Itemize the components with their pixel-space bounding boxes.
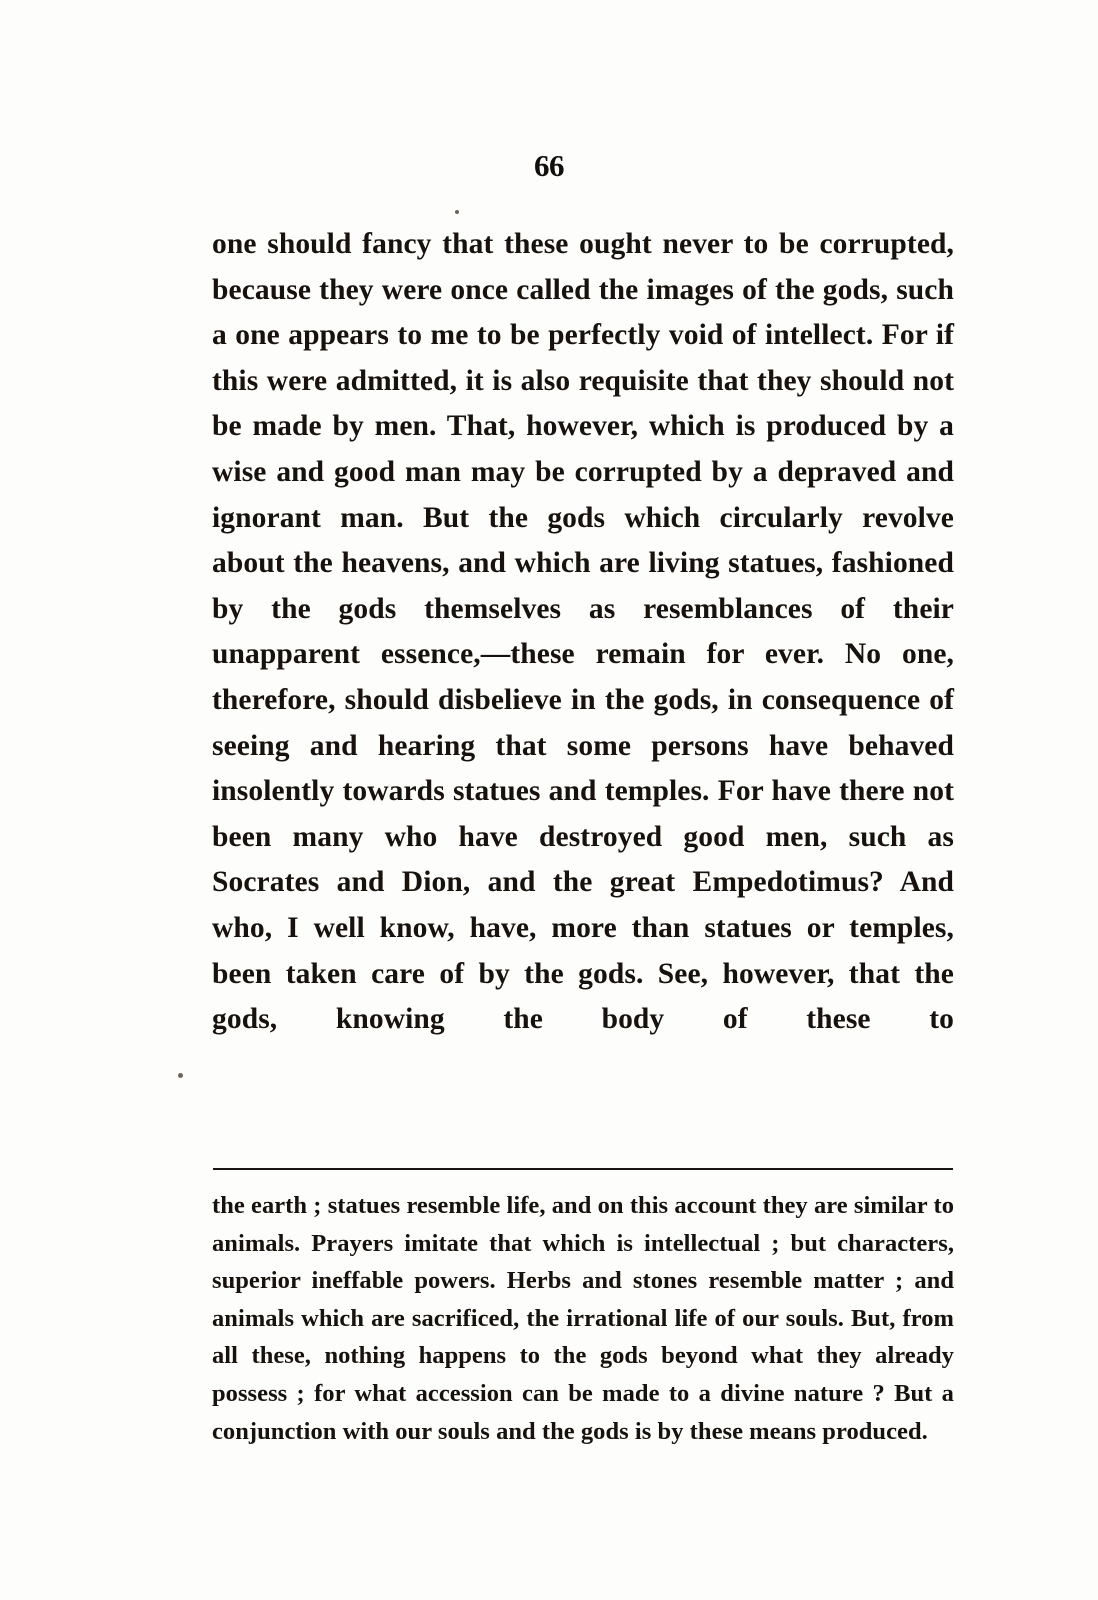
paper-speck-icon: [178, 1073, 183, 1078]
body-text-block: [212, 222, 954, 1043]
footnote-divider: [213, 1168, 953, 1170]
body-paragraph: one should fancy that these ought never to be corrupted, because they were once called the images of the gods, such a one appears to me to be perfectly void of intellect. For if this were admitted, it is also requisite that they should not be made by men. That, however, which is produced by a wise and good man may be corrupted by a depraved and ignorant man. But the gods which circularly revolve about the heavens, and which are living statues, fashioned by the gods themselves as resemblances of their unapparent essence,—these remain for ever. No one, therefore, should disbelieve in the gods, in consequence of seeing and hearing that some persons have behaved insolently towards statues and temples. For have there not been many who have destroyed good men, such as Socrates and Dion, and the great Empedotimus? And who, I well know, have, more than statues or temples, been taken care of by the gods. See, however, that the gods, knowing the body of these to: [212, 228, 954, 1036]
footnote-block: [212, 1187, 954, 1450]
footnote-paragraph: the earth ; statues resemble life, and on this account they are similar to animals. Prayers imitate that which is intellectual ; but characters, superior ineffable powers. Herbs and stones resemble matter ; and animals which are sacrificed, the irrational life of our souls. But, from all these, nothing happens to the gods beyond what they already possess ; for what accession can be made to a divine nature ? But a conjunction with our souls and the gods is by these means produced.: [212, 1192, 954, 1445]
page-number: 66: [534, 148, 564, 183]
paper-speck-icon: [455, 210, 459, 214]
